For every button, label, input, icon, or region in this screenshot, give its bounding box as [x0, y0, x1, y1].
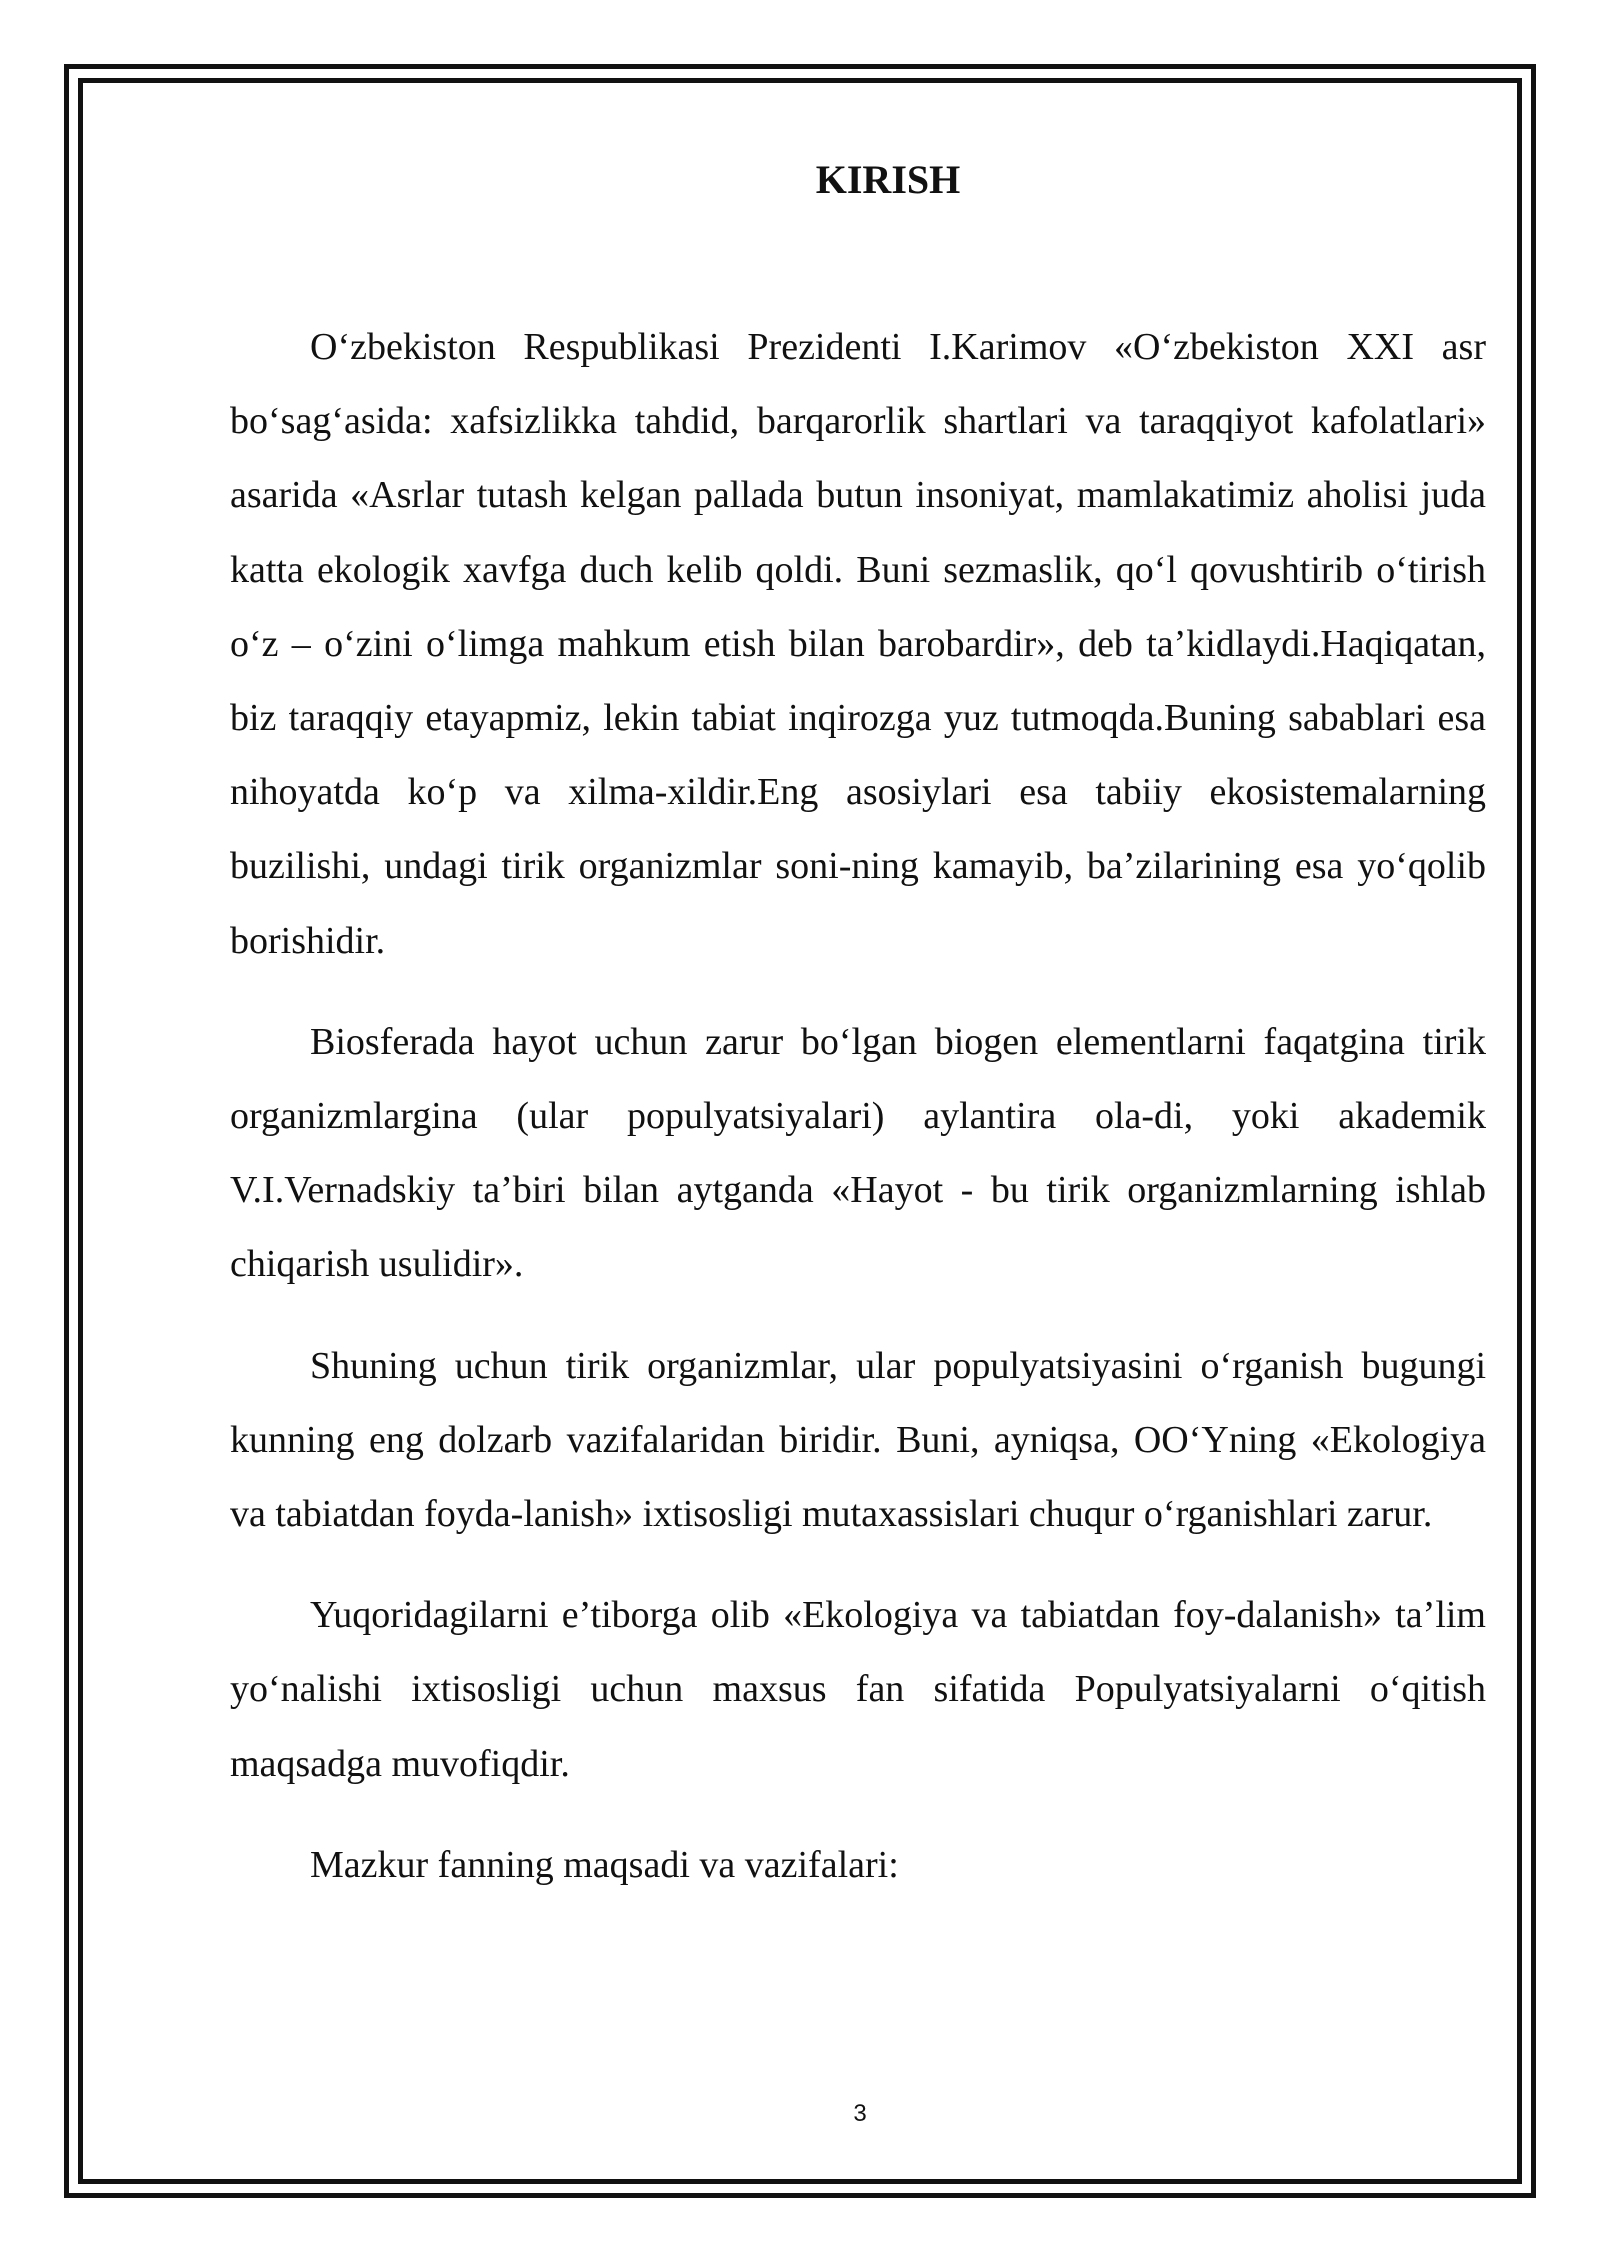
page-title: KIRISH — [815, 157, 961, 202]
paragraph-1: O‘zbekiston Respublikasi Prezidenti I.Karimov «O‘zbekiston XXI asr bo‘sag‘asida: xafsizlikka tahdid, barqarorlik shartlari va taraqqiyot kafolatlari» asarida «Asrlar tutash kelgan pallada butun insoniyat, mamlakatimiz aholisi juda katta ekologik xavfga duch kelib qoldi. Buni sezmaslik, qo‘l qovushtirib o‘tirish o‘z – o‘zini o‘limga mahkum etish bilan barobardir», deb ta’kidlaydi.Haqiqatan, biz taraqqiy etayapmiz, lekin tabiat inqirozga yuz tutmoqda.Buning sabablari esa nihoyatda ko‘p va xilma-xildir.Eng asosiylari esa tabiiy ekosistemalarning buzilishi, undagi tirik organizmlar soni-ning kamayib, ba’zilarining esa yo‘qolib borishidir. — [230, 326, 1486, 962]
paragraph-2: Biosferada hayot uchun zarur bo‘lgan biogen elementlarni faqatgina tirik organizmlargina (ular populyatsiyalari) aylantira ola-di, yoki akademik V.I.Vernadskiy ta’biri bilan aytganda «Hayot - bu tirik organizmlarning ishlab chiqarish usulidir». — [230, 1020, 1486, 1286]
paragraph-3: Shuning uchun tirik organizmlar, ular populyatsiyasini o‘rganish bugungi kunning eng dolzarb vazifalaridan biridir. Buni, ayniqsa, OO‘Yning «Ekologiya va tabiatdan foyda-lanish» ixtisosligi mutaxassislari chuqur o‘rganishlari zarur. — [230, 1344, 1486, 1536]
document-body — [230, 150, 1486, 1929]
paragraph-5: Mazkur fanning maqsadi va vazifalari: — [310, 1843, 899, 1886]
paragraph-4: Yuqoridagilarni e’tiborga olib «Ekologiya va tabiatdan foy-dalanish» ta’lim yo‘nalishi ixtisosligi uchun maxsus fan sifatida Populyatsiyalarni o‘qitish maqsadga muvofiqdir. — [230, 1594, 1486, 1785]
page-number: 3 — [853, 2100, 867, 2127]
